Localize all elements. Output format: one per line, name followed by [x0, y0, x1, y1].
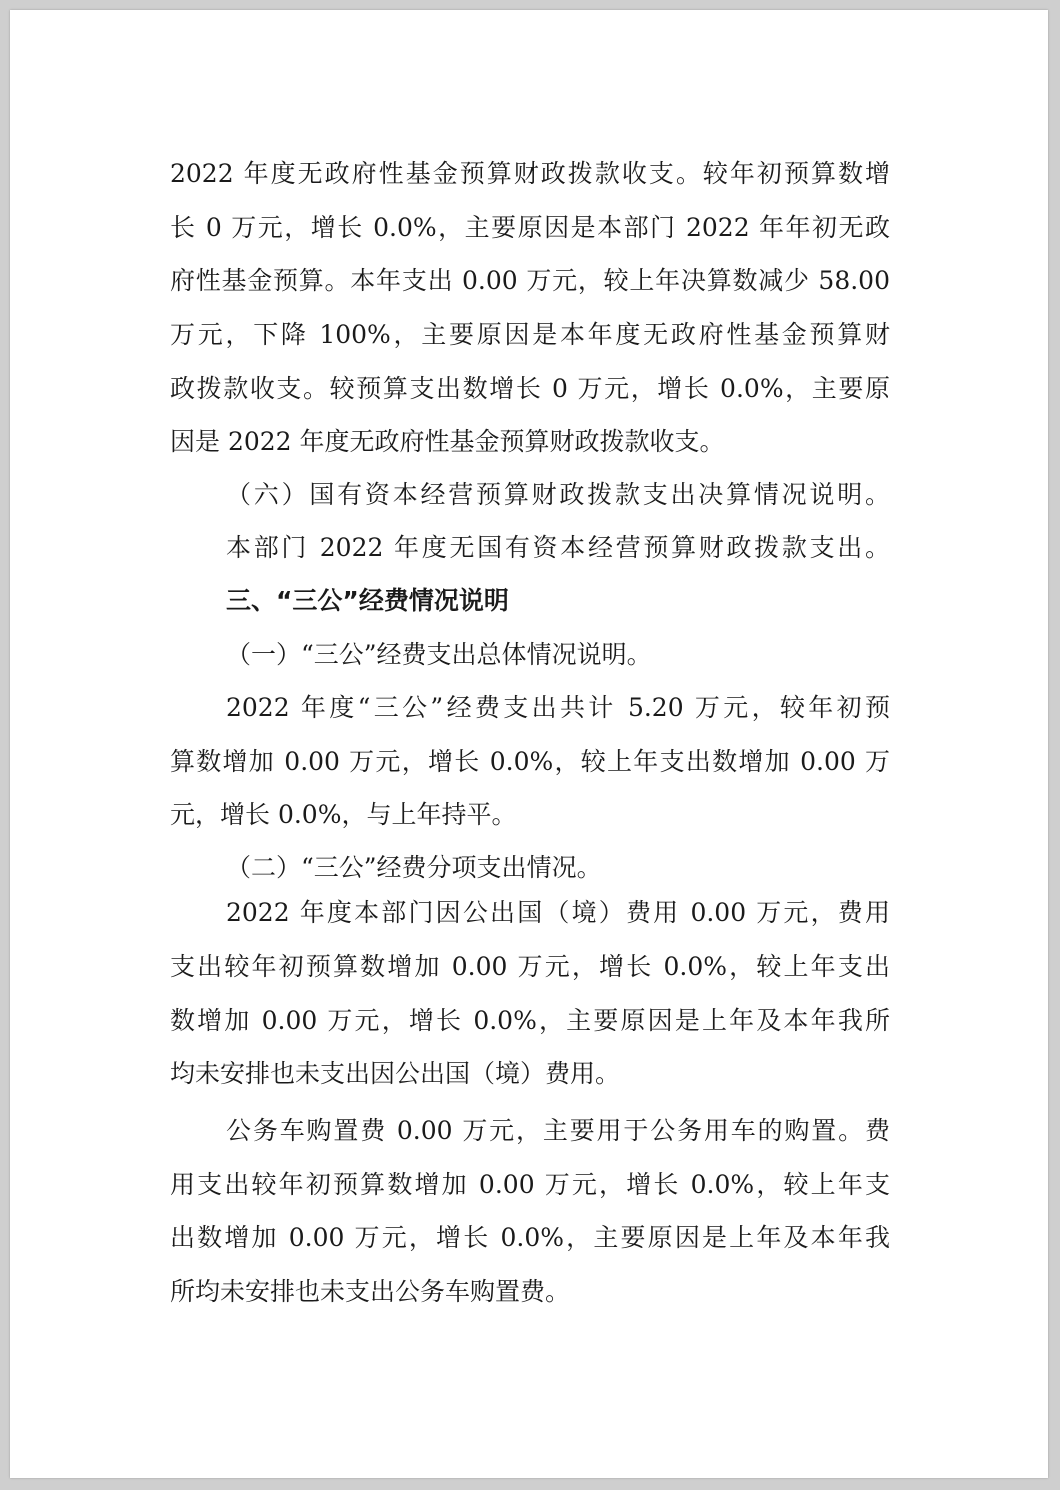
- subsection-heading: （二）“三公”经费分项支出情况。: [226, 853, 602, 882]
- subsection-heading: （一）“三公”经费支出总体情况说明。: [226, 640, 652, 669]
- subsection-heading: （六）国有资本经营预算财政拨款支出决算情况说明。: [226, 480, 890, 509]
- text-line: 2022 年度“三公”经费支出共计 5.20 万元，较年初预: [226, 693, 890, 722]
- text-line: 本部门 2022 年度无国有资本经营预算财政拨款支出。: [226, 533, 890, 562]
- text-line: 元，增长 0.0%，与上年持平。: [170, 800, 517, 829]
- text-line: 数增加 0.00 万元，增长 0.0%，主要原因是上年及本年我所: [170, 1006, 890, 1035]
- document-page: [10, 10, 1048, 1478]
- text-line: 用支出较年初预算数增加 0.00 万元，增长 0.0%，较上年支: [170, 1170, 890, 1199]
- text-line: 出数增加 0.00 万元，增长 0.0%，主要原因是上年及本年我: [170, 1223, 890, 1252]
- text-line: 政拨款收支。较预算支出数增长 0 万元，增长 0.0%，主要原: [170, 374, 890, 403]
- text-line: 支出较年初预算数增加 0.00 万元，增长 0.0%，较上年支出: [170, 952, 890, 981]
- text-line: 所均未安排也未支出公务车购置费。: [170, 1277, 571, 1306]
- text-line: 2022 年度本部门因公出国（境）费用 0.00 万元，费用: [226, 898, 890, 927]
- section-heading: 三、“三公”经费情况说明: [226, 586, 509, 615]
- text-line: 因是 2022 年度无政府性基金预算财政拨款收支。: [170, 427, 725, 456]
- text-line: 万元，下降 100%，主要原因是本年度无政府性基金预算财: [170, 320, 890, 349]
- text-line: 2022 年度无政府性基金预算财政拨款收支。较年初预算数增: [170, 159, 890, 188]
- text-line: 府性基金预算。本年支出 0.00 万元，较上年决算数减少 58.00: [170, 266, 890, 295]
- text-line: 算数增加 0.00 万元，增长 0.0%，较上年支出数增加 0.00 万: [170, 747, 890, 776]
- text-line: 长 0 万元，增长 0.0%，主要原因是本部门 2022 年年初无政: [170, 213, 890, 242]
- text-line: 均未安排也未支出因公出国（境）费用。: [170, 1059, 621, 1088]
- text-line: 公务车购置费 0.00 万元，主要用于公务用车的购置。费: [226, 1116, 890, 1145]
